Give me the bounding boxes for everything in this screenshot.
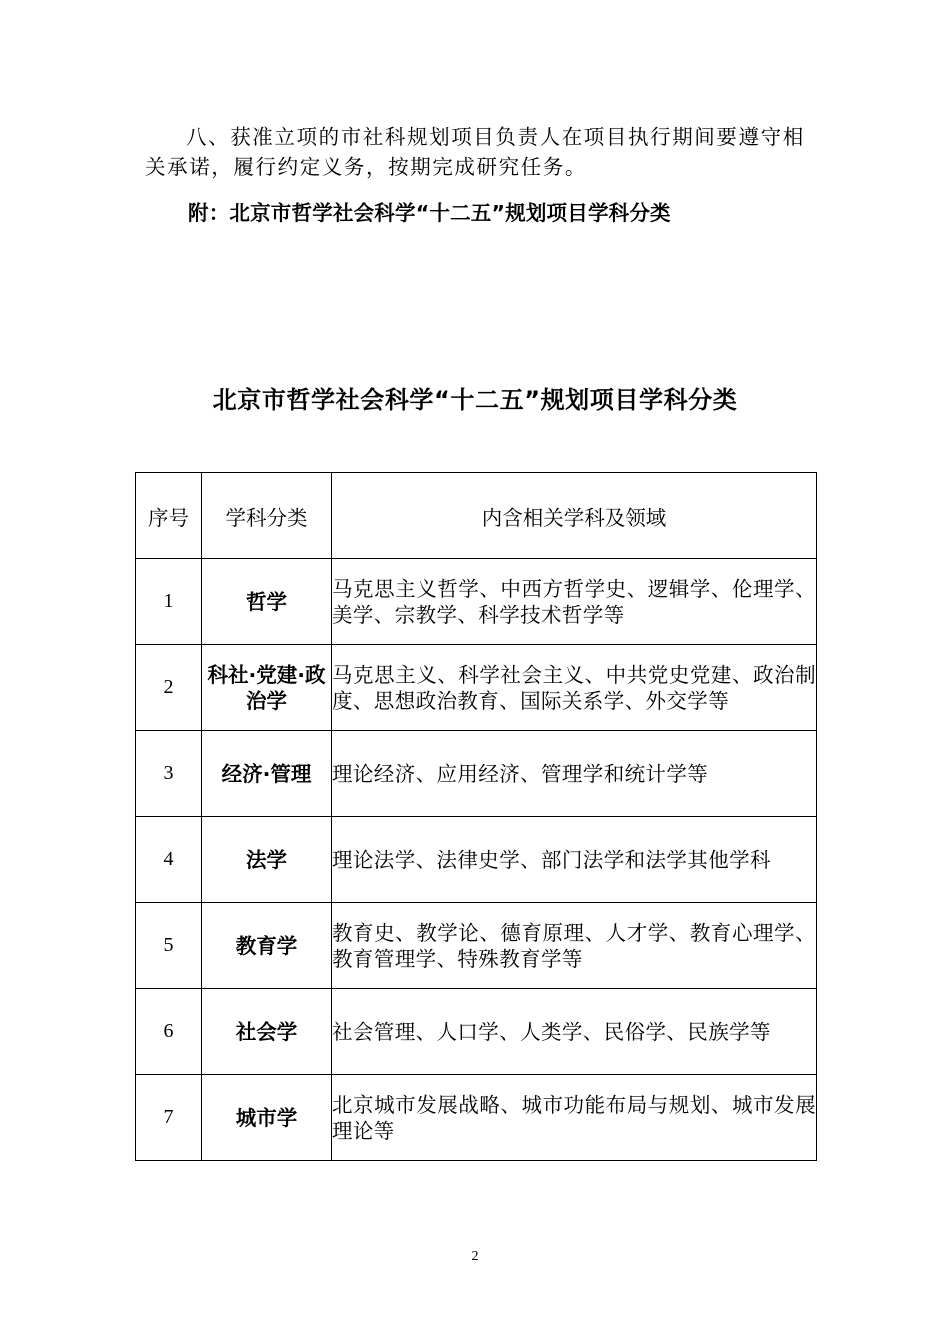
row-number: 5 bbox=[136, 903, 202, 989]
row-content: 北京城市发展战略、城市功能布局与规划、城市发展理论等 bbox=[332, 1075, 817, 1161]
table-row bbox=[136, 559, 817, 645]
page-number: 2 bbox=[471, 1249, 479, 1264]
table-header-row bbox=[136, 473, 817, 559]
table-row bbox=[136, 645, 817, 731]
table-row bbox=[136, 731, 817, 817]
table-row bbox=[136, 903, 817, 989]
body-paragraph: 八、获准立项的市社科规划项目负责人在项目执行期间要遵守相关承诺，履行约定义务，按期完成研究任务。 bbox=[145, 125, 805, 179]
row-content: 社会管理、人口学、人类学、民俗学、民族学等 bbox=[332, 989, 817, 1075]
row-number: 3 bbox=[136, 731, 202, 817]
row-number: 6 bbox=[136, 989, 202, 1075]
row-category: 城市学 bbox=[202, 1075, 332, 1161]
row-content: 理论法学、法律史学、部门法学和法学其他学科 bbox=[332, 817, 817, 903]
row-number: 1 bbox=[136, 559, 202, 645]
row-category: 教育学 bbox=[202, 903, 332, 989]
row-category: 社会学 bbox=[202, 989, 332, 1075]
table-row bbox=[136, 817, 817, 903]
attachment-note: 附：北京市哲学社会科学“十二五”规划项目学科分类 bbox=[188, 201, 671, 225]
row-number: 4 bbox=[136, 817, 202, 903]
row-content: 教育史、教学论、德育原理、人才学、教育心理学、教育管理学、特殊教育学等 bbox=[332, 903, 817, 989]
header-category: 学科分类 bbox=[202, 473, 332, 559]
row-category: 经济·管理 bbox=[202, 731, 332, 817]
header-content: 内含相关学科及领域 bbox=[332, 473, 817, 559]
table-row bbox=[136, 1075, 817, 1161]
row-number: 2 bbox=[136, 645, 202, 731]
row-content: 理论经济、应用经济、管理学和统计学等 bbox=[332, 731, 817, 817]
row-category: 哲学 bbox=[202, 559, 332, 645]
row-content: 马克思主义、科学社会主义、中共党史党建、政治制度、思想政治教育、国际关系学、外交学等 bbox=[332, 645, 817, 731]
row-number: 7 bbox=[136, 1075, 202, 1161]
row-category: 法学 bbox=[202, 817, 332, 903]
row-content: 马克思主义哲学、中西方哲学史、逻辑学、伦理学、美学、宗教学、科学技术哲学等 bbox=[332, 559, 817, 645]
classification-table bbox=[135, 472, 817, 1161]
document-title: 北京市哲学社会科学“十二五”规划项目学科分类 bbox=[212, 386, 738, 414]
header-number: 序号 bbox=[136, 473, 202, 559]
row-category: 科社·党建·政治学 bbox=[202, 645, 332, 731]
table-row bbox=[136, 989, 817, 1075]
